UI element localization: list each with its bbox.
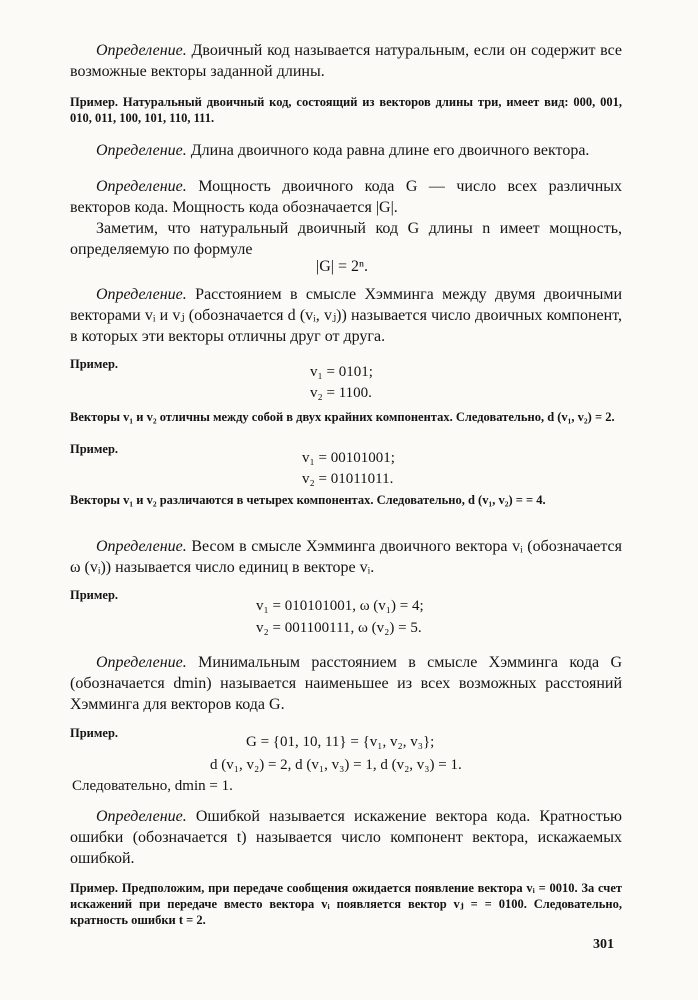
example-2-vector-2: v₂ = 01011011. (302, 471, 394, 487)
example-1-vector-2: v₂ = 1100. (310, 385, 372, 401)
example-2-vector-1: v₁ = 00101001; (302, 450, 395, 466)
note-natural-code-power: Заметим, что натуральный двоичный код G длины n имеет мощность, определяемую по формуле (70, 220, 622, 258)
definition-hamming-distance: Определение. Расстоянием в смысле Хэмминга между двумя двоичными векторами vᵢ и vⱼ (обозначается d (vᵢ, vⱼ)) называется число двоичных компонент, в которых эти векторы отличны друг от друга. (70, 286, 623, 345)
definition-error: Определение. Ошибкой называется искажение вектора кода. Кратностью ошибки (обозначается t) называется число компонент вектора, искажаемых ошибкой. (70, 808, 623, 867)
example-minimum-distance-result: Следовательно, dmin = 1. (72, 778, 233, 794)
example-error-multiplicity: Пример. Предположим, при передаче сообщения ожидается появление вектора vᵢ = 0010. За счет искажений при передаче вместо вектора vᵢ появляется вектор vⱼ = = 0100. Следовательно, кратность ошибки t = 2. (70, 881, 623, 927)
formula-power: |G| = 2ⁿ. (316, 258, 369, 275)
page-number: 301 (593, 937, 614, 952)
definition-hamming-weight: Определение. Весом в смысле Хэмминга двоичного вектора vᵢ (обозначается ω (vᵢ)) называется число единиц в векторе vᵢ. (70, 538, 623, 576)
example-pairwise-distances: d (v₁, v₂) = 2, d (v₁, v₃) = 1, d (v₂, v₃) = 1. (210, 757, 462, 773)
example-hamming-weight: Пример. (70, 588, 119, 602)
example-hamming-distance-2: Пример. (70, 442, 119, 456)
example-weight-vector-1: v₁ = 010101001, ω (v₁) = 4; (256, 598, 424, 614)
example-natural-code: Пример. Натуральный двоичный код, состоящий из векторов длины три, имеет вид: 000, 001, 010, 011, 100, 101, 110, 111. (70, 95, 622, 125)
example-weight-vector-2: v₂ = 001100111, ω (v₂) = 5. (256, 620, 422, 636)
definition-minimum-distance: Определение. Минимальным расстоянием в смысле Хэмминга кода G (обозначается dmin) называется наименьшее из всех возможных расстояний Хэмминга для векторов кода G. (70, 654, 622, 713)
definition-natural-code: Определение. Двоичный код называется натуральным, если он содержит все возможные векторы заданной длины. (70, 42, 623, 80)
example-2-conclusion: Векторы v₁ и v₂ различаются в четырех компонентах. Следовательно, d (v₁, v₂) = = 4. (70, 493, 546, 507)
definition-code-length: Определение. Длина двоичного кода равна длине его двоичного вектора. (96, 142, 590, 159)
example-code-set: G = {01, 10, 11} = {v₁, v₂, v₃}; (246, 734, 435, 750)
definition-code-power: Определение. Мощность двоичного кода G — число всех различных векторов кода. Мощность кода обозначается |G|. (70, 178, 623, 216)
example-hamming-distance-1: Пример. (70, 357, 119, 371)
example-1-vector-1: v₁ = 0101; (310, 364, 373, 380)
example-minimum-distance: Пример. (70, 726, 119, 740)
example-1-conclusion: Векторы v₁ и v₂ отличны между собой в двух крайних компонентах. Следовательно, d (v₁, v₂) = 2. (70, 410, 615, 424)
